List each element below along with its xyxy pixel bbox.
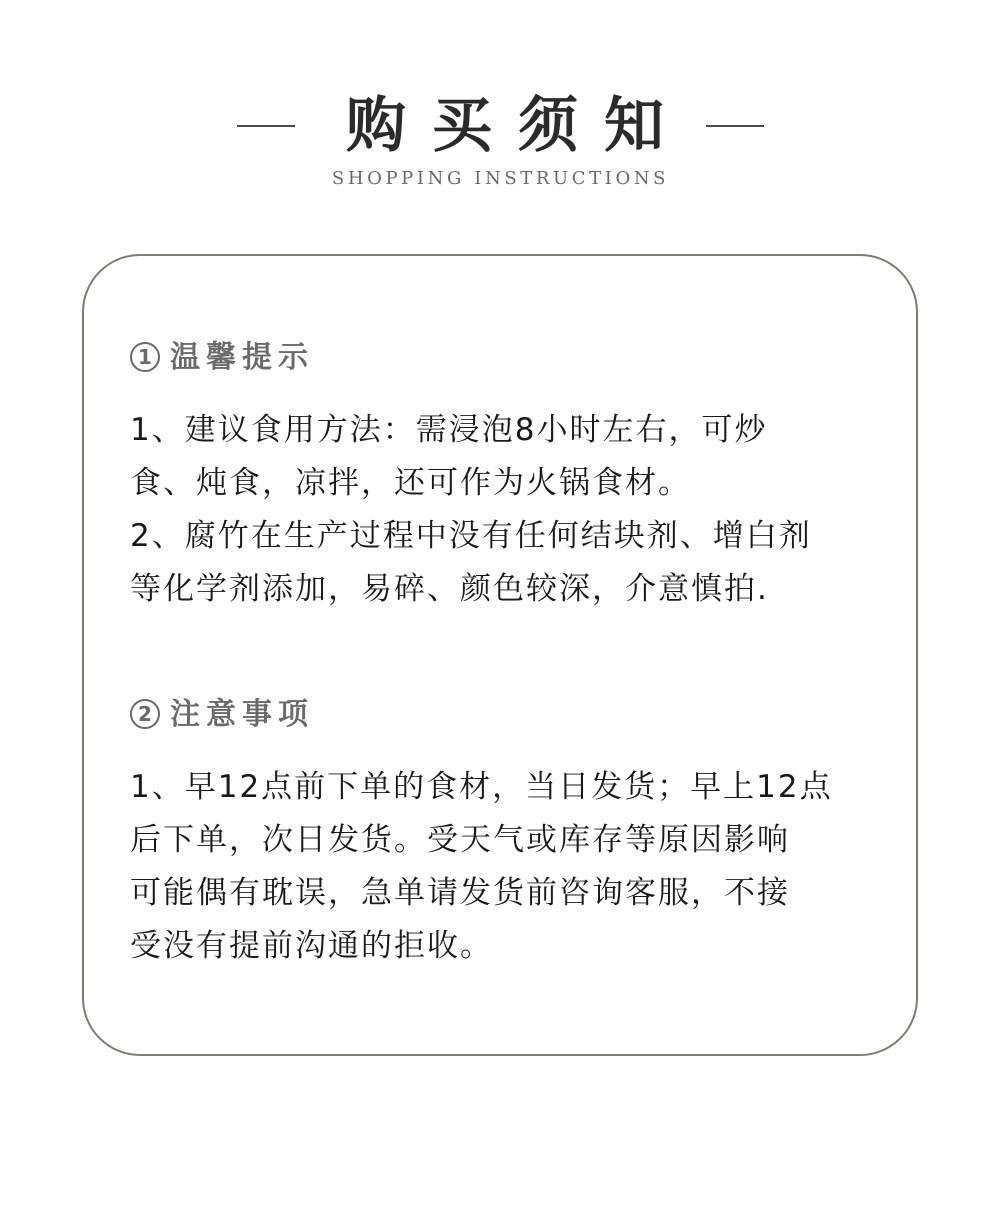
section-title-notes: [130, 695, 314, 735]
circled-number-1-icon: 1: [130, 342, 160, 372]
paragraph-line: 1、建议食用方法：需浸泡8小时左右，可炒: [130, 412, 768, 448]
paragraph-line: 可能偶有耽误，急单请发货前咨询客服，不接: [130, 875, 790, 911]
title-right-rule: [706, 125, 764, 127]
paragraph-line: 2、腐竹在生产过程中没有任何结块剂、增白剂: [130, 518, 812, 554]
page-title: 购买须知: [346, 91, 690, 161]
section-title-label: 注意事项: [170, 697, 314, 732]
section-title-label: 温馨提示: [170, 340, 314, 375]
page-header: [0, 88, 1001, 198]
paragraph-line: 1、早12点前下单的食材，当日发货；早上12点: [130, 769, 833, 805]
title-row: [0, 88, 1001, 164]
paragraph-line: 食、炖食，凉拌，还可作为火锅食材。: [130, 465, 691, 501]
circled-number-2-icon: 2: [130, 699, 160, 729]
notes-paragraph: [130, 761, 890, 973]
paragraph-line: 后下单，次日发货。受天气或库存等原因影响: [130, 822, 790, 858]
title-left-rule: [237, 125, 295, 127]
paragraph-line: 受没有提前沟通的拒收。: [130, 928, 493, 964]
tips-paragraph: [130, 404, 890, 616]
section-title-tips: [130, 338, 314, 378]
page-subtitle: SHOPPING INSTRUCTIONS: [331, 168, 670, 189]
paragraph-line: 等化学剂添加，易碎、颜色较深，介意慎拍.: [130, 571, 769, 607]
